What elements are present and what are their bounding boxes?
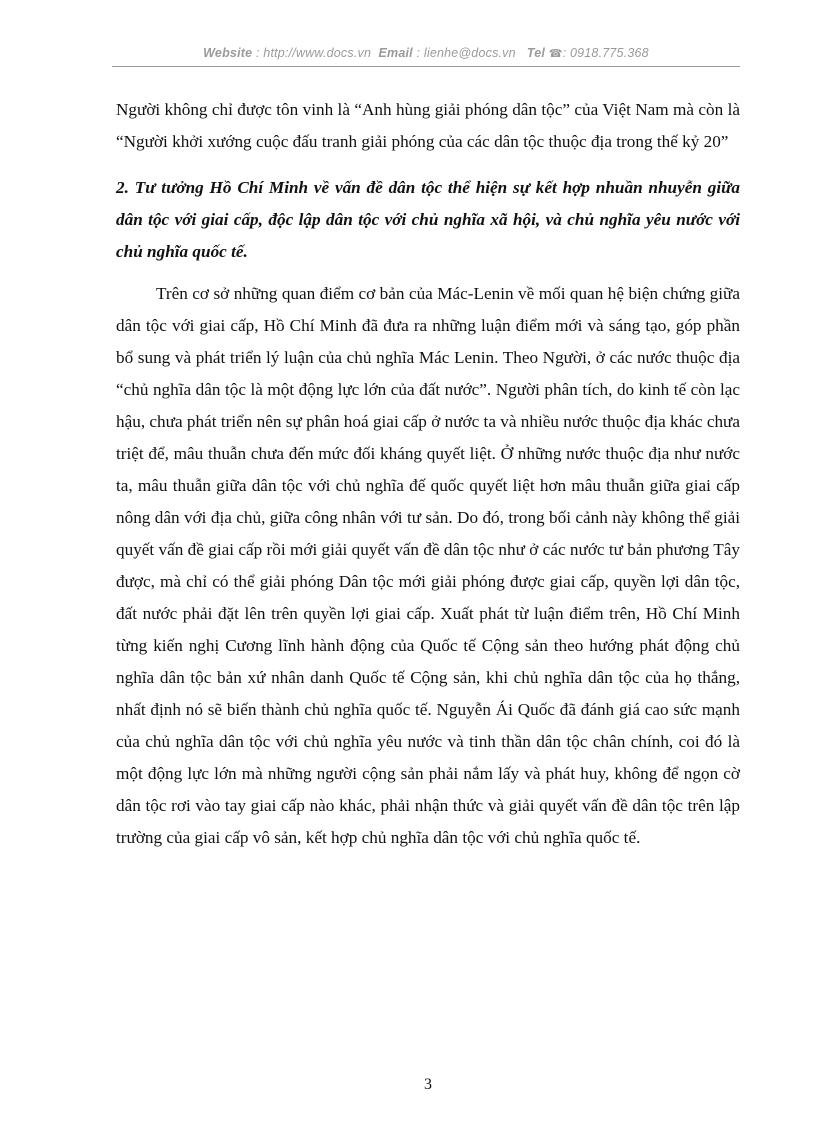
section-heading: 2. Tư tưởng Hồ Chí Minh về vấn đề dân tộc thể hiện sự kết hợp nhuần nhuyễn giữa dân tộc với giai cấp, độc lập dân tộc với chủ nghĩa xã hội, và chủ nghĩa yêu nước với chủ nghĩa quốc tế. <box>116 178 740 261</box>
email-address[interactable]: lienhe@docs.vn <box>423 46 516 60</box>
website-url[interactable]: http://www.docs.vn <box>263 46 372 60</box>
body-paragraph: Trên cơ sở những quan điểm cơ bản của Mác-Lenin về mối quan hệ biện chứng giữa dân tộc với giai cấp, Hồ Chí Minh đã đưa ra những luận điểm mới và sáng tạo, góp phần bổ sung và phát triển lý luận của chủ nghĩa Mác Lenin. Theo Người, ở các nước thuộc địa “chủ nghĩa dân tộc là một động lực lớn của đất nước”. Người phân tích, do kinh tế còn lạc hậu, chưa phát triển nên sự phân hoá giai cấp ở nước ta và nhiều nước thuộc địa khác chưa triệt để, mâu thuẫn chưa đến mức đối kháng quyết liệt. Ở những nước thuộc địa như nước ta, mâu thuẫn giữa dân tộc với chủ nghĩa đế quốc quyết liệt hơn mâu thuẫn giữa giai cấp nông dân với địa chủ, giữa công nhân với tư sản. Do đó, trong bối cảnh này không thể giải quyết vấn đề giai cấp rồi mới giải quyết vấn đề dân tộc như ở các nước tư bản phương Tây được, mà chỉ có thể giải phóng Dân tộc mới giải phóng được giai cấp, quyền lợi dân tộc, đất nước phải đặt lên trên quyền lợi giai cấp. Xuất phát từ luận điểm trên, Hồ Chí Minh từng kiến nghị Cương lĩnh hành động của Quốc tế Cộng sản theo hướng phát động chủ nghĩa dân tộc bản xứ nhân danh Quốc tế Cộng sản, khi chủ nghĩa dân tộc của họ thắng, nhất định nó sẽ biến thành chủ nghĩa quốc tế. Nguyễn Ái Quốc đã đánh giá cao sức mạnh của chủ nghĩa dân tộc với chủ nghĩa yêu nước và tinh thần dân tộc chân chính, coi đó là một động lực lớn mà những người cộng sản phải nắm lấy và phát huy, không để ngọn cờ dân tộc rơi vào tay giai cấp nào khác, phải nhận thức và giải quyết vấn đề dân tộc trên lập trường của giai cấp vô sản, kết hợp chủ nghĩa dân tộc với chủ nghĩa quốc tế. <box>116 284 740 847</box>
website-label: Website <box>203 46 253 60</box>
website-sep: : <box>252 46 264 60</box>
header-divider <box>112 66 740 67</box>
document-body <box>116 94 740 854</box>
email-label: Email <box>378 46 413 60</box>
tel-label: Tel <box>526 46 546 60</box>
tel-number: : 0918.775.368 <box>562 46 649 60</box>
email-sep: : <box>412 46 424 60</box>
intro-paragraph: Người không chỉ được tôn vinh là “Anh hùng giải phóng dân tộc” của Việt Nam mà còn là “Người khởi xướng cuộc đấu tranh giải phóng của các dân tộc thuộc địa trong thế kỷ 20” <box>116 100 740 151</box>
page-header <box>112 46 740 60</box>
phone-icon: ☎ <box>548 48 563 60</box>
page-number: 3 <box>424 1076 432 1093</box>
